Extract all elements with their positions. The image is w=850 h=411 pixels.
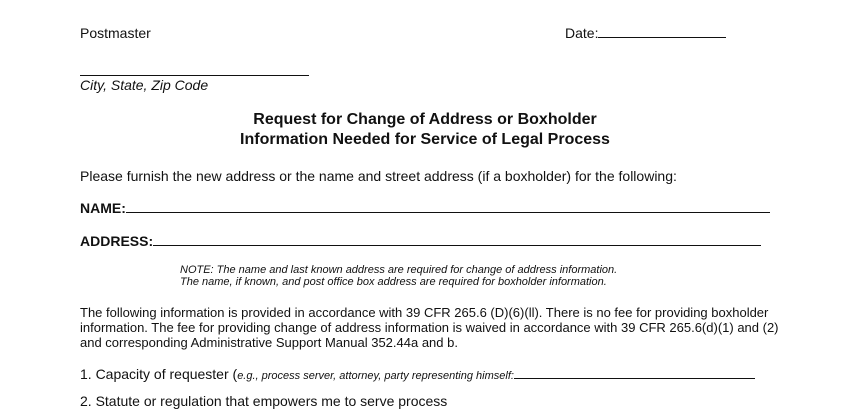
date-row: [565, 25, 726, 41]
city-state-zip-label: City, State, Zip Code: [80, 77, 209, 93]
city-state-zip-field[interactable]: [80, 63, 309, 76]
note-line1: NOTE: The name and last known address are required for change of address information.: [180, 264, 618, 276]
item1-italic: e.g., process server, attorney, party representing himself:: [237, 370, 514, 382]
name-label: NAME:: [80, 200, 126, 216]
document-title-line2: Information Needed for Service of Legal Process: [240, 131, 610, 148]
document-title-line1: Request for Change of Address or Boxholder: [253, 111, 597, 128]
address-row: [80, 233, 761, 249]
postmaster-label: Postmaster: [80, 25, 151, 41]
info-line1: The following information is provided in accordance with 39 CFR 265.6 (D)(6)(ll). There is no fee for providing boxholder: [80, 305, 769, 320]
date-field[interactable]: [598, 25, 726, 38]
info-line2: information. The fee for providing change of address information is waived in accordance with 39 CFR 265.6(d)(1) and (2): [80, 320, 779, 335]
item1-row: [80, 366, 755, 384]
item2-text: 2. Statute or regulation that empowers me to serve process: [80, 393, 448, 409]
date-label: Date:: [565, 25, 599, 41]
address-label: ADDRESS:: [80, 233, 154, 249]
address-field[interactable]: [153, 233, 761, 246]
item1-field[interactable]: [514, 366, 755, 379]
info-line3: and corresponding Administrative Support Manual 352.44a and b.: [80, 335, 458, 350]
intro-text: Please furnish the new address or the name and street address (if a boxholder) for the following:: [80, 168, 677, 184]
name-row: [80, 200, 770, 216]
note-line2: The name, if known, and post office box address are required for boxholder information.: [180, 276, 607, 288]
item1-prefix: 1. Capacity of requester (: [80, 366, 238, 382]
name-field[interactable]: [126, 200, 770, 213]
